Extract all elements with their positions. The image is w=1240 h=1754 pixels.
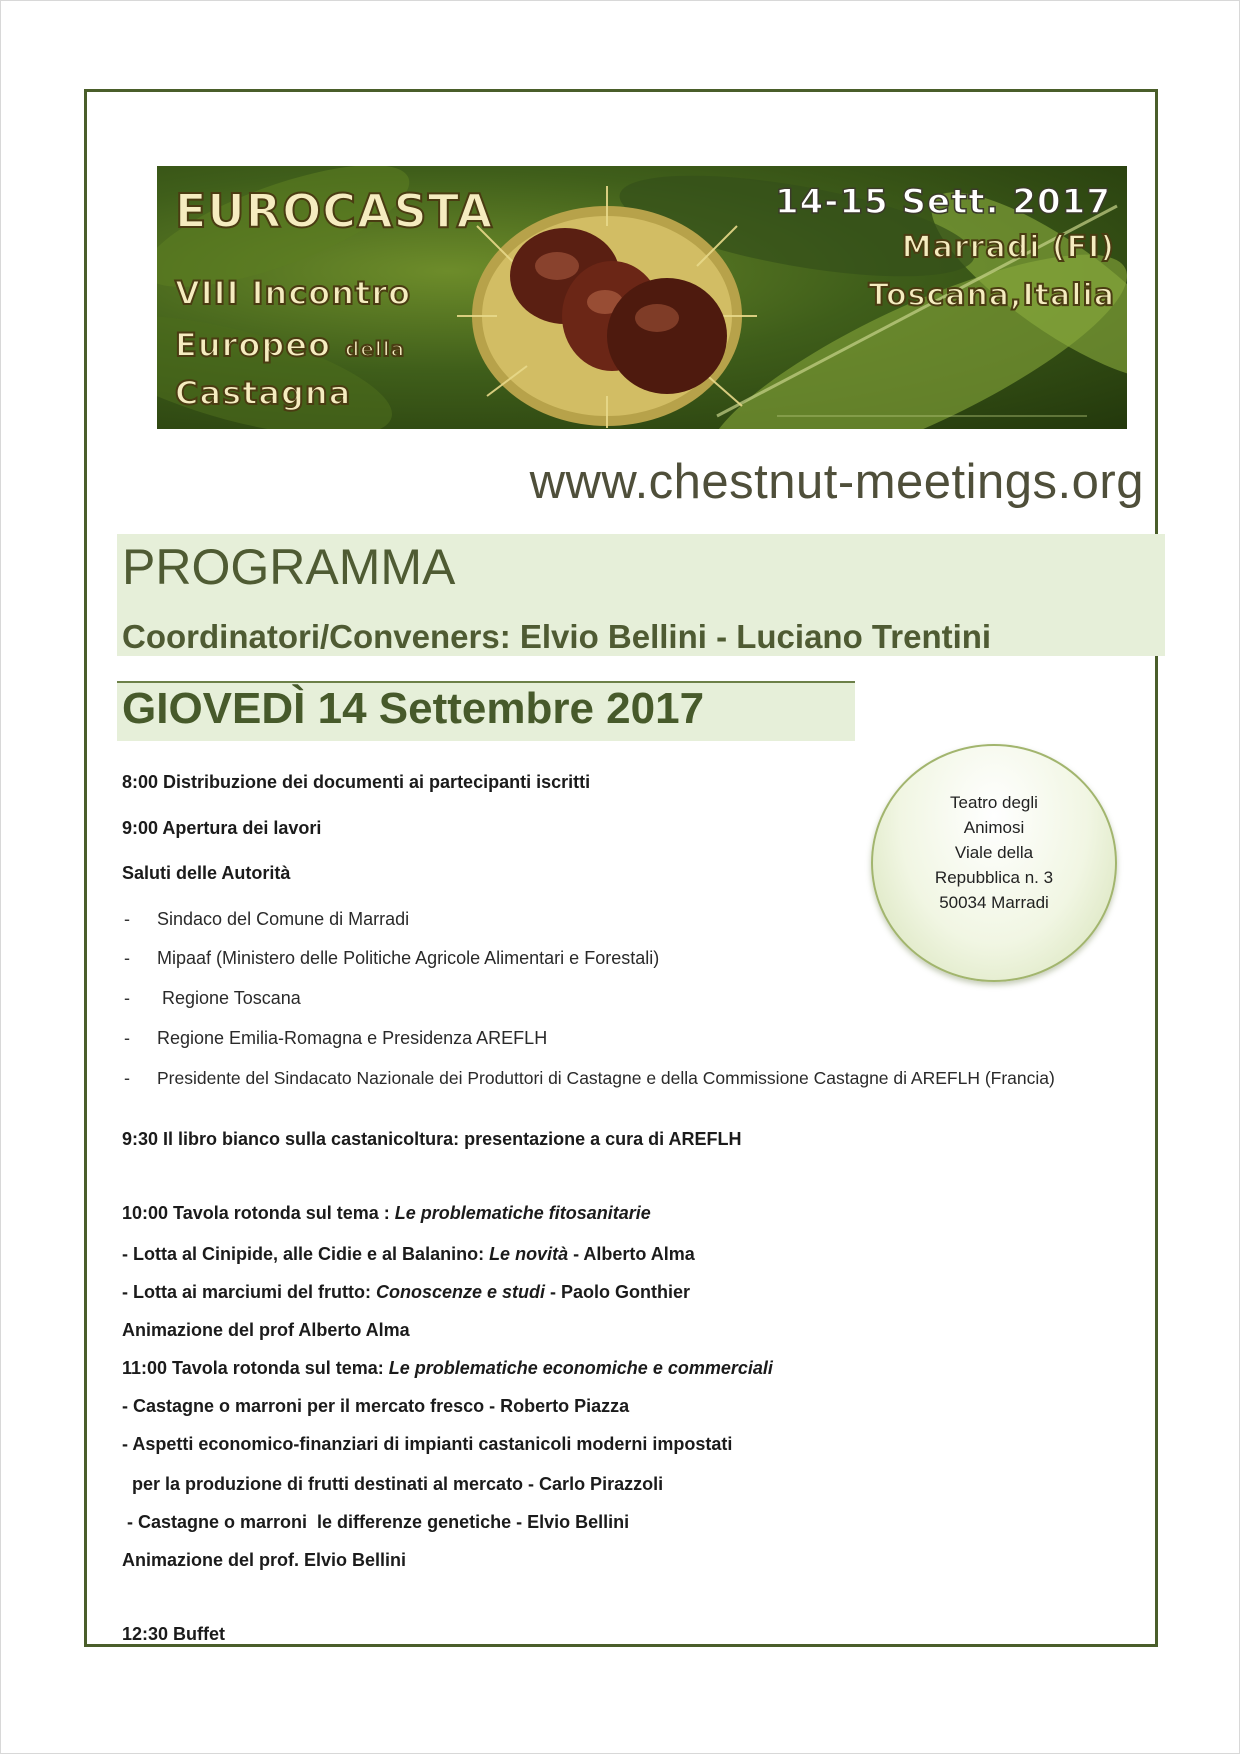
talk-marciumi xyxy=(122,1282,690,1303)
venue-address xyxy=(873,790,1115,915)
speaker: - Paolo Gonthier xyxy=(545,1282,691,1302)
programma-title: PROGRAMMA xyxy=(122,539,456,595)
talk-differenze-genetiche: - Castagne o marroni le differenze genetiche - Elvio Bellini xyxy=(122,1512,630,1532)
conveners-line: Coordinatori/Conveners: Elvio Bellini - Luciano Trentini xyxy=(122,618,992,655)
speaker: - Alberto Alma xyxy=(568,1244,695,1264)
schedule-1000 xyxy=(122,1203,651,1224)
animazione-2: Animazione del prof. Elvio Bellini xyxy=(122,1550,407,1570)
bullet-dash: - xyxy=(124,909,130,929)
schedule-0800: 8:00 Distribuzione dei documenti ai partecipanti iscritti xyxy=(122,772,591,792)
topic: Le novità xyxy=(489,1244,569,1264)
authority-item: Presidente del Sindacato Nazionale dei Produttori di Castagne e della Commissione Castagne di AREFLH (Francia) xyxy=(157,1068,1055,1088)
banner-country: Toscana,Italia xyxy=(868,278,1115,313)
venue-line: Viale della xyxy=(954,843,1034,862)
authority-item: Mipaaf (Ministero delle Politiche Agricole Alimentari e Forestali) xyxy=(157,948,660,968)
venue-line: 50034 Marradi xyxy=(939,893,1049,912)
banner-place: Marradi (FI) xyxy=(901,230,1115,265)
schedule-1100 xyxy=(122,1358,773,1379)
authority-item: Regione Toscana xyxy=(162,988,301,1008)
schedule-1230: 12:30 Buffet xyxy=(122,1624,226,1644)
topic: Conoscenze e studi xyxy=(376,1282,546,1302)
banner-title: EUROCASTA xyxy=(175,184,494,238)
venue-line: Animosi xyxy=(963,818,1025,837)
text: - Lotta al Cinipide, alle Cidie e al Balanino: xyxy=(122,1244,490,1264)
banner-subtitle-line2 xyxy=(175,326,405,364)
text: - Lotta ai marciumi del frutto: xyxy=(122,1282,377,1302)
venue-circle xyxy=(871,744,1117,982)
event-banner xyxy=(157,166,1127,429)
authority-item: Sindaco del Comune di Marradi xyxy=(157,909,410,929)
bullet-dash: - xyxy=(124,948,130,968)
banner-line2-small: della xyxy=(345,337,406,361)
text: 11:00 Tavola rotonda sul tema: xyxy=(122,1358,389,1378)
schedule-0930: 9:30 Il libro bianco sulla castanicoltura: presentazione a cura di AREFLH xyxy=(122,1129,742,1149)
authority-item: Regione Emilia-Romagna e Presidenza AREFLH xyxy=(157,1028,548,1048)
website-url: www.chestnut-meetings.org xyxy=(529,455,1144,509)
banner-line2-main: Europeo xyxy=(175,326,331,364)
banner-dates: 14-15 Sett. 2017 xyxy=(774,182,1111,222)
text: 10:00 Tavola rotonda sul tema : xyxy=(122,1203,395,1223)
topic: Le problematiche economiche e commerciali xyxy=(388,1358,773,1378)
day-title: GIOVEDÌ 14 Settembre 2017 xyxy=(122,684,705,733)
topic: Le problematiche fitosanitarie xyxy=(394,1203,651,1223)
venue-line: Teatro degli xyxy=(950,793,1038,812)
bullet-dash: - xyxy=(124,1068,130,1088)
venue-line: Repubblica n. 3 xyxy=(934,868,1054,887)
talk-aspetti-economici-cont: per la produzione di frutti destinati al mercato - Carlo Pirazzoli xyxy=(122,1474,664,1494)
banner-subtitle-line1: VIII Incontro xyxy=(175,274,412,312)
talk-cinipide xyxy=(122,1244,695,1265)
animazione-1: Animazione del prof Alberto Alma xyxy=(122,1320,410,1340)
bullet-dash: - xyxy=(124,988,130,1008)
bullet-dash: - xyxy=(124,1028,130,1048)
talk-aspetti-economici: - Aspetti economico-finanziari di impianti castanicoli moderni impostati xyxy=(122,1434,733,1454)
schedule-0900: 9:00 Apertura dei lavori xyxy=(122,818,322,838)
talk-mercato-fresco: - Castagne o marroni per il mercato fresco - Roberto Piazza xyxy=(122,1396,630,1416)
saluti-heading: Saluti delle Autorità xyxy=(122,863,291,883)
banner-subtitle-line3: Castagna xyxy=(175,374,352,412)
